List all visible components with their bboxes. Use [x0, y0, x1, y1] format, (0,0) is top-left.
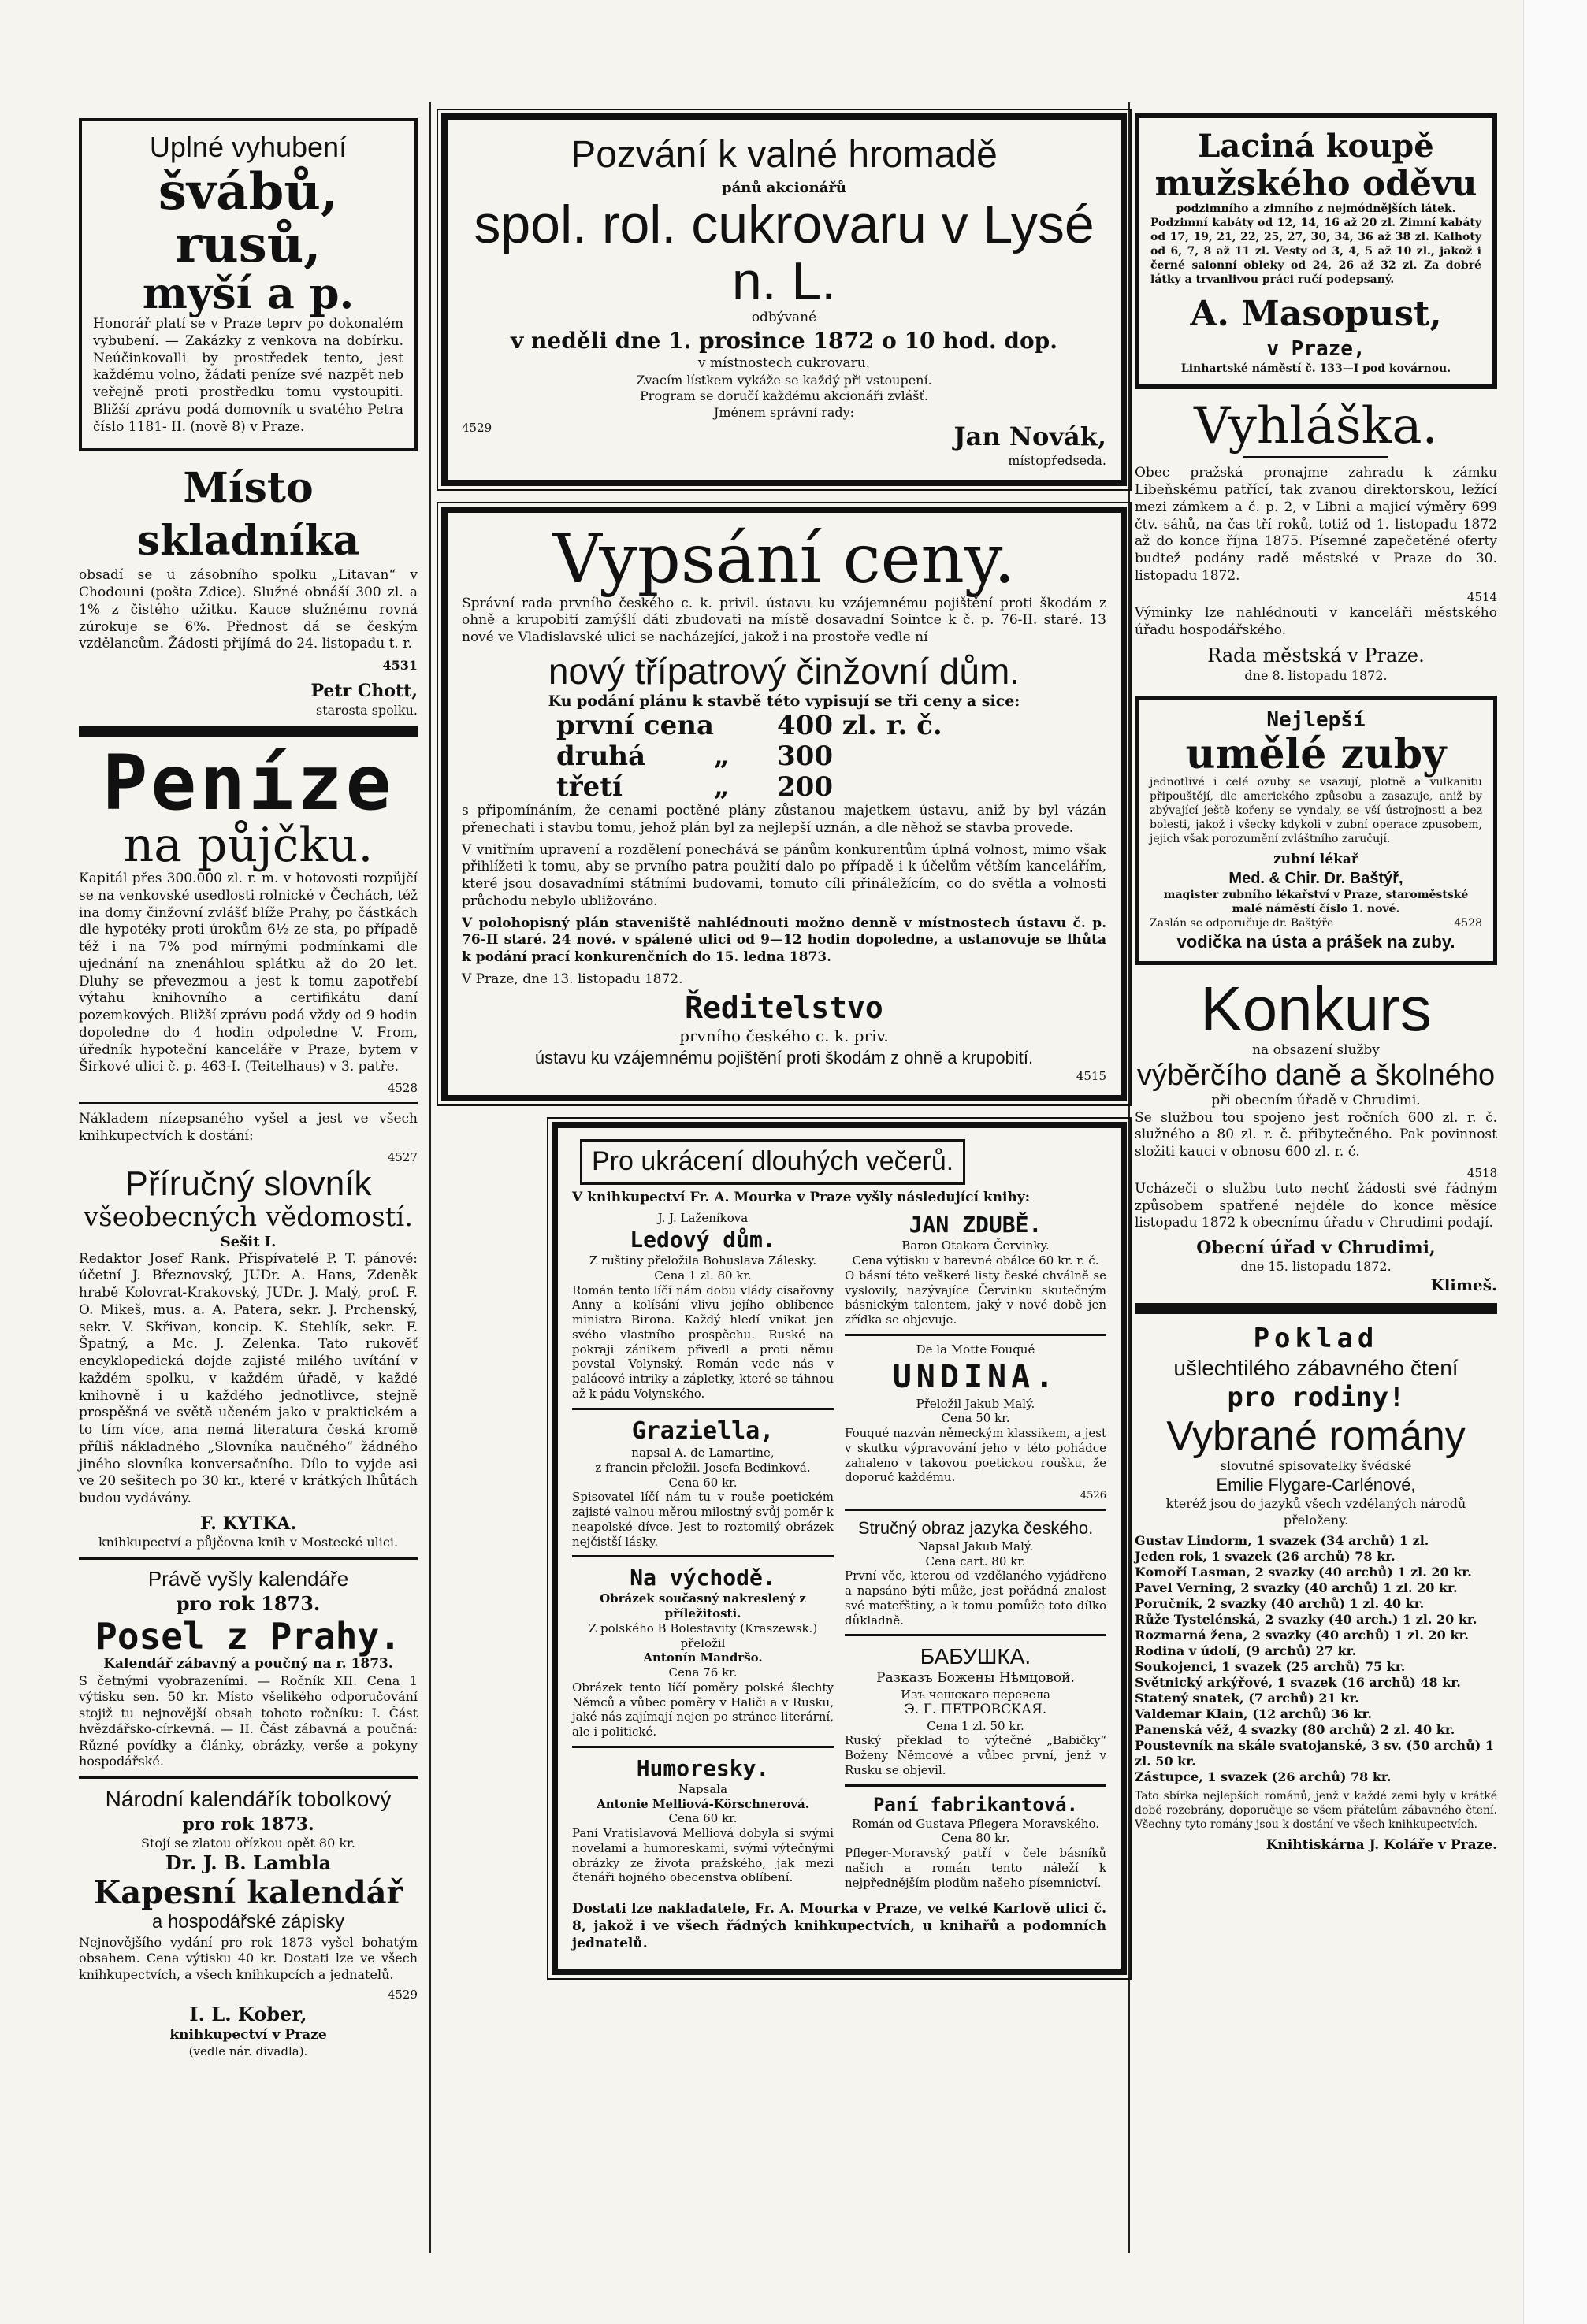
ad-title: pro rodiny! — [1227, 1381, 1405, 1413]
ad-body: v místnostech cukrovaru. — [697, 355, 871, 371]
ad-body: Se službou tou spojeno jest ročních 600 zl. r. č. služného a 80 zl. r. č. přibytečného. Pak povinnost složiti kauci v obnosu 600 zl. r. č. — [1135, 1109, 1497, 1160]
book-author: Antonie Melliová-Körschnerová. — [597, 1796, 809, 1811]
ad-footer: Dostati lze nakladatele, Fr. A. Mourka v Praze, ve velké Karlově ulici č. 8, jakož i ve všech řádných knihkupectvích, u knihařů a podomních jednatelů. — [572, 1901, 1106, 1951]
ad-name: Med. & Chir. Dr. Baštýř, — [1228, 869, 1403, 887]
ad-number: 4527 — [387, 1149, 418, 1164]
ad-body: Kapitál přes 300.000 zl. r. m. v hotovosti rozpůjčí se na venkovské usedlosti rolnické v Čechách, též ina domy činžovní zvlášť blíže Prahy, po částkách dle hypotéky proti úrokům 6½ ze sta, po případě též i na 7% pod mírnými podmínkami dle ujednání na znenáhlou splátku až do 20 let. Dluhy se převezmou a jest k tomu zapotřebí výtahu knihovního a certifikátu daní pozemkových. Bližší zprávu podá vždy od 9 hodin dopoledne do 4 hodin odpoledne V. From, úředník hypoteční kanceláře v Praze, bytem v Širkové ulici č. p. 463-I. (Teitelhaus) v 3. patře. — [79, 871, 418, 1075]
signature: Knihtiskárna J. Koláře v Praze. — [1266, 1837, 1497, 1854]
book-subtitle: Obrázek současný nakreslený z příležitosti. — [600, 1591, 806, 1621]
book-description: Pfleger-Moravský patří v čele básníků našich a román tento náleží k nejpřednějším plodům našeho písemnictví. — [845, 1846, 1106, 1890]
book-author: Román od Gustava Pflegera Moravského. — [852, 1816, 1099, 1831]
ad-title: mužského oděvu — [1154, 164, 1477, 205]
ad-body: Ucházeči o službu tuto nechť žádosti své řádným způsobem spatřené nejdéle do konce měsíce listopadu 1872 k obecnímu úřadu v Chrudimi podají. — [1135, 1180, 1497, 1231]
ad-title: Pro ukrácení dlouhých večerů. — [580, 1139, 965, 1185]
ad-title: nový třípatrový činžovní dům. — [548, 650, 1020, 692]
book-title: Na východě. — [630, 1565, 776, 1591]
book-column — [845, 1211, 1106, 1895]
ad-title: ušlechtilého zábavného čtení — [1173, 1355, 1459, 1380]
ad-address: Linhartské náměstí č. 133—I pod kovárnou. — [1180, 362, 1451, 376]
divider — [845, 1509, 1106, 1511]
book-title: JAN ZDUBĚ. — [909, 1212, 1043, 1238]
book-title: Graziella, — [631, 1416, 775, 1445]
divider — [79, 1776, 418, 1779]
ad-title: Vybrané romány — [1166, 1413, 1466, 1460]
ad-title: Poklad — [1253, 1323, 1379, 1355]
book-translator-name: Э. Г. ПЕТРОВСКАЯ. — [904, 1702, 1047, 1718]
signature-role: ústavu ku vzájemnému pojištění proti škodám z ohně a krupobití. — [534, 1047, 1034, 1067]
column-middle — [441, 102, 1127, 1975]
book-list-item: Rodina v údolí, (9 archů) 27 kr. — [1135, 1643, 1357, 1659]
ad-subtitle: při obecním úřadě v Chrudimi. — [1211, 1092, 1421, 1108]
divider — [572, 1746, 834, 1748]
ad-subtitle: pánů akcionářů — [722, 180, 846, 197]
book-description: První věc, kterou od vzdělaného vyjádřeno a napsáno býti může, jest pořádná znalost své mateřštiny, a k tomu pomůže toto dílko důkladně. — [845, 1569, 1106, 1628]
ad-number: 4528 — [1454, 917, 1482, 930]
ad-author: Emilie Flygare-Carlénové, — [1216, 1475, 1416, 1495]
book-title: UNDINA. — [892, 1358, 1059, 1395]
book-author: J. J. Laženíkova — [657, 1211, 749, 1226]
book-translator: Изъ чешскаго перевела — [901, 1687, 1050, 1702]
column-divider — [429, 102, 431, 2253]
ad-body: Ku podání plánu k stavbě této vypisují se tři ceny a sice: — [548, 692, 1020, 710]
book-list-item: Gustav Lindorm, 1 svazek (34 archů) 1 zl. — [1135, 1533, 1429, 1549]
book-translator: Z ruštiny přeložila Bohuslava Zálesky. — [589, 1253, 817, 1268]
book-list-item: Soukojenci, 1 svazek (25 archů) 75 kr. — [1135, 1659, 1406, 1675]
ad-body: V polohopisný plán staveniště nahlédnouti možno denně v místnostech ústavu č. p. 76-II staré. 24 nové. v spálené ulici od 9—12 hodin dopoledne, a ustanovuje se lhůta k podání prací konkurenčních do 15. ledna 1873. — [462, 915, 1106, 966]
ad-clothing — [1135, 113, 1497, 389]
ad-title: Posel z Prahy. — [95, 1614, 401, 1658]
book-price: Cena cart. 80 kr. — [925, 1554, 1026, 1569]
ad-date: dne 8. listopadu 1872. — [1244, 668, 1388, 684]
ad-role: zubní lékař — [1273, 852, 1358, 867]
ad-body: Zvacím lístkem vykáže se každý při vstoupení. — [636, 372, 932, 388]
prize-label: třetí — [556, 771, 623, 804]
ad-subtitle: na obsazení služby — [1252, 1042, 1380, 1059]
ad-title: Konkurs — [1200, 974, 1432, 1045]
ad-footer: vodička na ústa a prášek na zuby. — [1176, 932, 1455, 952]
ad-number: 4518 — [1466, 1165, 1497, 1180]
book-list-item: Zástupce, 1 svazek (26 archů) 78 kr. — [1135, 1769, 1392, 1785]
ad-body: Jménem správní rady: — [713, 404, 855, 420]
divider — [572, 1408, 834, 1410]
ad-body: Tato sbírka nejlepších románů, jenž v každé zemi byly v krátké době rozebrány, doporučuje se všem přátelům zábavného čtení. Všechny tyto romány jsou k dostání ve všech knihkupectvích. — [1135, 1790, 1497, 1832]
ad-title: Nejlepší — [1266, 707, 1366, 732]
book-list — [1135, 1533, 1497, 1785]
ad-subtitle: podzimního a zimního z nejmódnějších látek. — [1176, 202, 1456, 216]
divider — [79, 1102, 418, 1104]
ad-body: s připomínáním, že cenami poctěné plány zůstanou majetkem ústavu, aniž by byl vázán přenechati i stavbu tomu, jehož plán byl za nejlepší uznán, a dle něhož se stavba provede. — [462, 803, 1106, 836]
ad-title: Vypsání ceny. — [552, 520, 1016, 600]
divider — [572, 1555, 834, 1557]
divider — [845, 1634, 1106, 1636]
book-title: Paní fabrikantová. — [872, 1793, 1079, 1816]
ad-number: 4515 — [1076, 1069, 1106, 1084]
book-author: De la Motte Fouqué — [916, 1342, 1035, 1357]
ad-title: spol. rol. cukrovaru v Lysé n. L. — [474, 195, 1095, 311]
signature-role: (vedle nár. divadla). — [188, 2044, 308, 2059]
ad-body: Správní rada prvního českého c. k. privil. ústavu ku vzájemnému pojištění proti škodám z ohně a krupobití zamýšlí dáti zbudovati na místě dosavadní Sointce k č. p. 76-II. staré. 13 nové ve Vladislavské ulici se nacházející, jakož i na prostoře vedle ní — [462, 595, 1106, 646]
signature-name: Klimeš. — [1430, 1275, 1497, 1294]
book-list-item: Poustevník na skále svatojanské, 3 sv. (50 archů) 1 zl. 50 kr. — [1135, 1738, 1494, 1769]
book-list-item: Statený snatek, (7 archů) 21 kr. — [1135, 1691, 1359, 1706]
signature-role: knihkupectví a půjčovna knih v Mostecké ulici. — [98, 1535, 399, 1550]
book-column — [572, 1211, 834, 1895]
signature: Rada městská v Praze. — [1207, 644, 1425, 667]
book-price: Cena výtisku v barevné obálce 60 kr. r. č. — [852, 1253, 1099, 1268]
ad-address: magister zubního lékařství v Praze, staroměstské malé náměstí číslo 1. nové. — [1163, 889, 1469, 916]
page-edge — [1523, 0, 1587, 2324]
ad-title: Kapesní kalendář — [93, 1873, 403, 1911]
ad-number: 4528 — [387, 1081, 418, 1096]
ad-body: Obec pražská pronajme zahradu k zámku Libeňskému patřící, tak zvanou direktorskou, ležící mezi zámkem a č. p. 2, v Libni a majicí výměry 699 čtv. sáhů, na čas tří roků, totiž od 1. listopadu 1872 až do konce října 1875. Písemné zapečetěné oferty budtež podány radě městské v Praze do 30. listopadu 1872. — [1135, 465, 1497, 584]
signature-role: knihkupectví v Praze — [169, 2026, 327, 2043]
ad-title: výběrčího daně a školného — [1136, 1058, 1496, 1092]
ad-title: pro rok 1873. — [182, 1814, 314, 1835]
ad-title: Právě vyšly kalendáře — [147, 1566, 349, 1591]
ad-subtitle: odbývané — [751, 310, 817, 326]
ad-sugar-meeting — [441, 113, 1127, 486]
book-author: Z polského B Bolestavity (Kraszewsk.) — [588, 1620, 818, 1635]
ad-body: Podzimní kabáty od 12, 14, 16 až 20 zl. Zimní kabáty od 17, 19, 21, 22, 25, 27, 30, 34, 36 až 38 zl. Kalhoty od 6, 7, 8 až 11 zl. Vesty od 3, 4, 5 až 10 zl., jakož i černé salonní obleky od 24, 26 až 32 zl. Za dobré látky a trvanlivou práci ručí podepsaný. — [1150, 217, 1481, 286]
ad-title: na půjčku. — [123, 818, 374, 874]
book-title: Humoresky. — [636, 1754, 770, 1781]
book-author: Napsal Jakub Malý. — [917, 1539, 1034, 1554]
prize-ditto: „ — [714, 740, 730, 772]
divider — [1135, 1303, 1497, 1314]
ad-price-competition — [441, 507, 1127, 1101]
ad-body: Honorář platí se v Praze teprv po dokonalém vybubení. — Zakázky z venkova na dobírku. Neúčinkovalli by prostředek tento, jest každému volno, žádati peníze své nazpět neb veřejně proti prostředku tomu vystoupiti. Bližší zprávu podá domovník u svatého Petra číslo 1181- II. (nově 8) v Praze. — [93, 316, 403, 435]
ad-date: dne 15. listopadu 1872. — [1240, 1259, 1392, 1275]
book-list-item: Komoří Lasman, 2 svazky (40 archů) 1 zl. 20 kr. — [1135, 1565, 1472, 1580]
book-list-item: Pavel Verning, 2 svazky (40 archů) 1 zl. 20 kr. — [1135, 1580, 1458, 1596]
column-left — [79, 102, 418, 2059]
prize-ditto: „ — [714, 771, 730, 804]
ad-number: 4529 — [387, 1988, 418, 2003]
book-description: Obrázek tento líčí poměry polské šlechty Němců a vůbec poměry v Haliči a v Rusku, jaké nás zajímají nejen po stránce literární, ale i politické. — [572, 1680, 834, 1739]
ad-number: 4531 — [382, 658, 418, 674]
book-author: napsal A. de Lamartine, — [631, 1446, 775, 1461]
ad-body: Výminky lze nahlédnouti v kanceláři městského úřadu hospodářského. — [1135, 604, 1497, 638]
ad-number: 4514 — [1466, 589, 1497, 604]
divider — [845, 1334, 1106, 1336]
ad-body: V vnitřním upravení a rozdělení ponechává se pánům konkurentům úplná volnost, mimo však přihlížeti k tomu, aby se prvního patra použití dalo po případě i k účelům větším kancelářím, které jsou dosavadními státními budovami, tomuto cíli přináležícím, co do světla a volnosti průchodu nebylo ubližováno. — [462, 841, 1106, 909]
book-description: Ruský překlad to výtečné „Babičky“ Boženy Němcové a vůbec první, jenž v Rusku se objevil. — [845, 1733, 1106, 1777]
ad-dentist — [1135, 696, 1497, 966]
book-description: Spisovatel líčí nám tu v rouše poetickém zajisté valnou měrou milostný svůj poměr k neapolské dívce. Jest to roztomilý obrázek nejčistší lásky. — [572, 1490, 834, 1549]
book-price: Cena 60 kr. — [668, 1475, 738, 1490]
book-price: Cena 50 kr. — [941, 1411, 1010, 1426]
ad-title: švábů, rusů, — [158, 162, 339, 275]
book-description: Román tento líčí nám dobu vlády císařovny Anny a kolísání vlivu jejího oblíbence ministra Birona. Každý hledí vnikat jen svého vlastního prospěchu. Ruské na pokraji zánikem přivedl a proti němu povstal Volynský. Román vede nás v palácové intriky a zápletky, které se táhnou až k pádu Volynského. — [572, 1283, 834, 1401]
ad-subtitle: slovutné spisovatelky švédské — [1220, 1457, 1412, 1473]
ad-title: Vyhláška. — [1194, 397, 1438, 456]
book-list-item: Jeden rok, 1 svazek (26 archů) 78 kr. — [1135, 1549, 1396, 1565]
ad-subtitle: Sešit I. — [220, 1233, 277, 1250]
divider — [845, 1784, 1106, 1787]
book-list-item: Růže Tystelénská, 2 svazky (40 arch.) 1 zl. 20 kr. — [1135, 1612, 1477, 1628]
ad-title: všeobecných vědomostí. — [83, 1201, 414, 1234]
ad-subtitle: Stojí se zlatou ořízkou opět 80 kr. — [140, 1835, 355, 1851]
ad-title: Příručný slovník — [125, 1164, 372, 1203]
book-price: Cena 1 zl. 50 kr. — [927, 1718, 1024, 1733]
ad-title: umělé zuby — [1185, 729, 1447, 778]
ad-number: 4529 — [462, 420, 492, 435]
prize-value: 300 — [777, 740, 833, 772]
ad-number: 4526 — [1080, 1490, 1106, 1502]
book-translator: z francin přeložil. Josefa Bedinková. — [595, 1460, 811, 1475]
signature: F. KYTKA. — [199, 1513, 297, 1534]
ad-title: Pozvání k valné hromadě — [571, 134, 998, 176]
signature: I. L. Kober, — [189, 2003, 307, 2026]
prize-label: druhá — [556, 740, 646, 772]
book-list-item: Valdemar Klain, (12 archů) 36 kr. — [1135, 1706, 1373, 1722]
column-divider — [1128, 102, 1130, 2253]
ad-intro: V knihkupectví Fr. A. Mourka v Praze vyšly následující knihy: — [572, 1189, 1031, 1205]
divider — [1243, 456, 1388, 458]
book-price: Cena 80 kr. — [941, 1831, 1010, 1846]
book-list-item: Poručník, 2 svazky (40 archů) 1 zl. 40 kr. — [1135, 1596, 1425, 1612]
book-list-item: Rozmarná žena, 2 svazky (40 archů) 1 zl. 20 kr. — [1135, 1628, 1469, 1643]
book-description: O básní této veškeré listy české chválně se vyslovily, nazývajíce Červinku skutečným básnickým talentem, jaký v nové době jen zřídka se objevuje. — [845, 1268, 1106, 1327]
signature: Obecní úřad v Chrudimi, — [1196, 1238, 1436, 1259]
book-title: БАБУШКА. — [920, 1644, 1031, 1669]
book-description: Paní Vratislavová Melliová dobyla si svými novelami a humoreskami, svými výtečnými obrázky ze života pražského, jak mezi čtenáři hojného obecenstva oblíbení. — [572, 1826, 834, 1885]
book-translator-name: Antonín Mandršo. — [643, 1650, 763, 1665]
ad-pest-control — [79, 118, 418, 451]
book-list-item: Panenská věž, 4 svazky (80 archů) 2 zl. 40 kr. — [1135, 1722, 1455, 1738]
ad-title: pro rok 1873. — [176, 1591, 321, 1615]
ad-book-list — [552, 1122, 1127, 1975]
book-subtitle: Napsala — [678, 1781, 728, 1796]
prize-value: 200 — [777, 771, 833, 804]
book-description: Fouqué nazván německým klassikem, a jest v skutku výpravování jeho v této pohádce zahaleno v takovou poetickou roušku, že doporuč každému. — [845, 1426, 1106, 1485]
ad-title: myší a p. — [142, 268, 355, 319]
prize-value: 400 zl. r. č. — [777, 709, 942, 741]
signature-role: prvního českého c. k. priv. — [679, 1026, 889, 1046]
book-price: Cena 60 kr. — [668, 1811, 738, 1826]
book-author: Baron Otakara Červinky. — [901, 1238, 1050, 1253]
divider — [79, 1557, 418, 1560]
ad-title: Peníze — [102, 739, 395, 828]
ad-body: jednotlivé i celé ozuby se vsazují, plotně a vulkanitu připouštějí, dle amerického způsobu a zasazuje, aniž by zbývající ještě kořeny se vyndaly, se vší ústrojnosti a bez bolesti, jakož i všecky kdykoli v zubní operace zpusobem, jejich však porozumění zvláštního zaručují. — [1150, 776, 1482, 846]
ad-body: obsadí se u zásobního spolku „Litavan“ v Chodouni (pošta Zdice). Služné obnáší 300 zl. a 1% z čistého užitku. Kauce služnému rovná zúrokuje se 6%. Přednost dá se českým vzdělancům. Žádosti přijímá do 24. listopadu t. r. — [79, 567, 418, 652]
ad-note: Zaslán se odporučuje dr. Baštýře — [1150, 917, 1334, 930]
prize-label: první cena — [556, 709, 714, 741]
book-title: Stručný obraz jazyka českého. — [857, 1518, 1094, 1539]
ad-city: v Praze, — [1266, 337, 1366, 362]
book-price: Cena 1 zl. 80 kr. — [654, 1268, 752, 1283]
signature-role: místopředseda. — [1008, 452, 1106, 468]
signature: Petr Chott, — [310, 681, 418, 702]
ad-intro: Nákladem nízepsaného vyšel a jest ve všech knihkupectvích k dostání: — [79, 1111, 418, 1144]
ad-title: Místo skladníka — [136, 464, 360, 565]
signature-role: starosta spolku. — [315, 702, 418, 718]
book-title: Ledový dům. — [630, 1227, 776, 1253]
divider — [79, 726, 418, 737]
ad-subtitle: Kalendář zábavný a poučný na r. 1873. — [103, 1656, 393, 1672]
ad-date: V Praze, dne 13. listopadu 1872. — [462, 971, 683, 987]
column-right — [1135, 102, 1497, 1854]
ad-date: v neděli dne 1. prosince 1872 o 10 hod. dop. — [511, 328, 1057, 354]
book-list-item: Světnický arkýřové, 1 svazek (16 archů) 48 kr. — [1135, 1675, 1461, 1691]
signature: Ředitelstvo — [685, 989, 883, 1025]
ad-subtitle: a hospodářské zápisky — [151, 1910, 345, 1932]
ad-body: Redaktor Josef Rank. Přispívatelé P. T. pánové: účetní J. Březnovský, JUDr. A. Hans, Zdeněk hrabě Kolovrat-Krakovský, JUDr. J. Malý, prof. F. O. Mikeš, mus. a. A. Patera, sekr. J. Prchenský, sekr. V. Skřivan, koncip. K. Stehlík, sekr. F. Špatný, a Mc. J. Zelenka. Tato rukověť encyklopedická dojde zajisté milého uvítání v každém spolku, v každém úřadě, v každé knihovně i u každého jednotlivce, stejně prospěšná ve světě učeném jako v praktickém a to tím více, ana nemá literatura česká kromě příliš nákladného „Slovníka naučného“ žádného jiného slovníka konversačního. Dílo to vyjde asi ve 20 sešitech po 30 kr., které v krátkých lhůtách budou vydávány. — [79, 1250, 418, 1507]
ad-body: S četnými vyobrazeními. — Ročník XII. Cena 1 výtisku sen. 50 kr. Místo všelikého odporučování stojiž tu nejnovější obsah tohoto ročníku: I. Část hvězdářsko-církevná. — II. Část zábavná a poučná: Různé povídky a články, obrázky, verše a pokyny hospodářské. — [79, 1672, 418, 1769]
ad-author: Dr. J. B. Lambla — [165, 1851, 332, 1875]
ad-name: A. Masopust, — [1190, 293, 1442, 334]
book-subtitle: Разказъ Божены Нѣмцовой. — [876, 1670, 1075, 1687]
ad-title: Národní kalendářík tobolkový — [105, 1786, 392, 1811]
book-price: Cena 76 kr. — [668, 1665, 738, 1680]
ad-title: Uplné vyhubení — [149, 131, 348, 163]
ad-intro: kteréž jsou do jazyků všech vzdělaných národů přeloženy. — [1165, 1496, 1466, 1528]
signature: Jan Novák, — [953, 421, 1106, 451]
book-translator: přeložil — [680, 1635, 726, 1650]
ad-title: Laciná koupě — [1198, 128, 1434, 165]
ad-body: Nejnovějšího vydání pro rok 1873 vyšel bohatým obsahem. Cena výtisku 40 kr. Dostati lze ve všech knihkupectvích, a všech knihkupcích a jednatelů. — [79, 1934, 418, 1982]
ad-body: Program se doručí každému akcionáři zvlášť. — [640, 388, 928, 404]
book-translator: Přeložil Jakub Malý. — [916, 1396, 1035, 1411]
